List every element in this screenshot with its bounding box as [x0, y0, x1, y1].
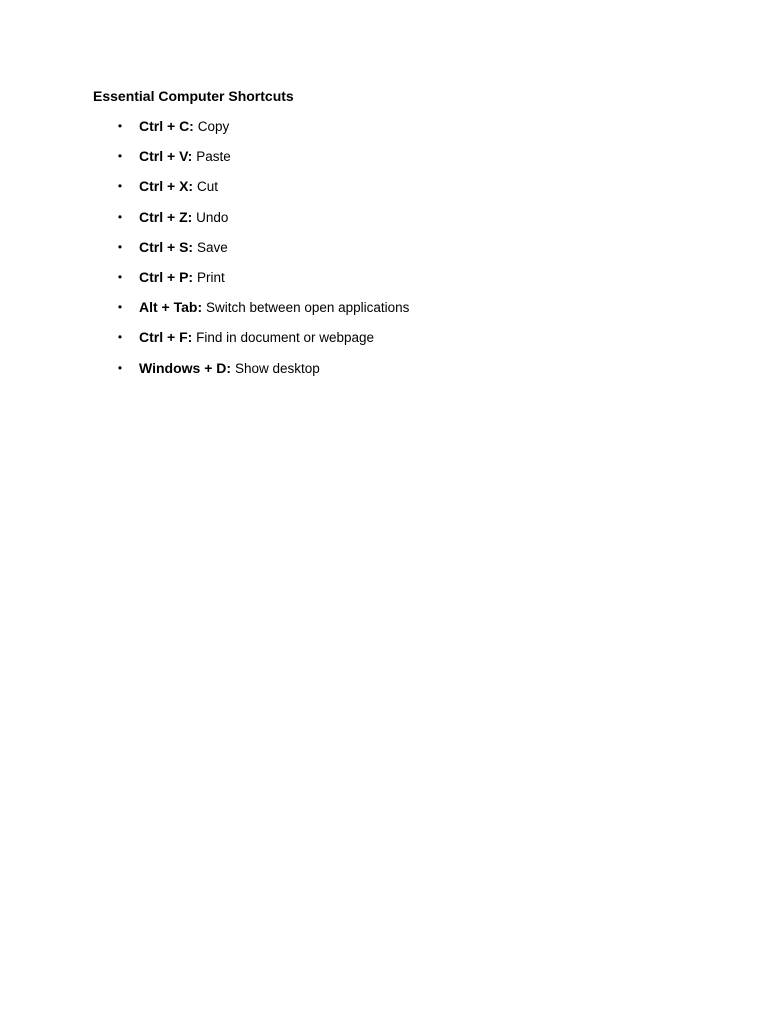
shortcut-key: Ctrl + X:	[139, 178, 194, 195]
list-item-text	[139, 267, 225, 288]
list-item-text	[139, 327, 374, 348]
shortcut-key: Ctrl + F:	[139, 329, 193, 346]
bullet-icon: •	[117, 209, 123, 224]
list-item-text	[139, 207, 228, 228]
shortcut-description: Paste	[196, 149, 231, 165]
list-item-text	[139, 358, 320, 379]
bullet-icon: •	[117, 119, 123, 133]
bullet-icon: •	[117, 300, 123, 315]
shortcut-description: Show desktop	[234, 360, 320, 376]
shortcut-key: Alt + Tab:	[139, 299, 203, 316]
bullet-icon: •	[117, 269, 123, 284]
document-title: Essential Computer Shortcuts	[93, 88, 294, 104]
shortcut-description: Cut	[196, 179, 218, 195]
shortcut-description: Copy	[197, 119, 230, 134]
shortcut-description: Save	[196, 239, 228, 255]
shortcut-key: Ctrl + S:	[139, 238, 194, 255]
bullet-icon: •	[117, 239, 123, 254]
list-item-text	[139, 146, 231, 167]
bullet-icon: •	[117, 360, 123, 375]
list-item-text	[139, 297, 409, 318]
shortcut-key: Windows + D:	[139, 359, 232, 376]
shortcut-description: Print	[196, 269, 225, 285]
list-item-text	[139, 237, 228, 258]
list-item-text	[139, 116, 229, 137]
shortcut-description: Find in document or webpage	[196, 330, 375, 346]
bullet-icon: •	[117, 149, 123, 164]
shortcut-key: Ctrl + V:	[139, 148, 193, 165]
bullet-icon: •	[117, 330, 123, 345]
shortcut-key: Ctrl + C:	[139, 118, 194, 134]
shortcut-description: Undo	[196, 209, 229, 225]
shortcut-key: Ctrl + Z:	[139, 208, 193, 225]
shortcut-key: Ctrl + P:	[139, 268, 194, 285]
bullet-icon: •	[117, 179, 123, 194]
list-item-text	[139, 176, 218, 197]
shortcut-description: Switch between open applications	[206, 300, 410, 316]
